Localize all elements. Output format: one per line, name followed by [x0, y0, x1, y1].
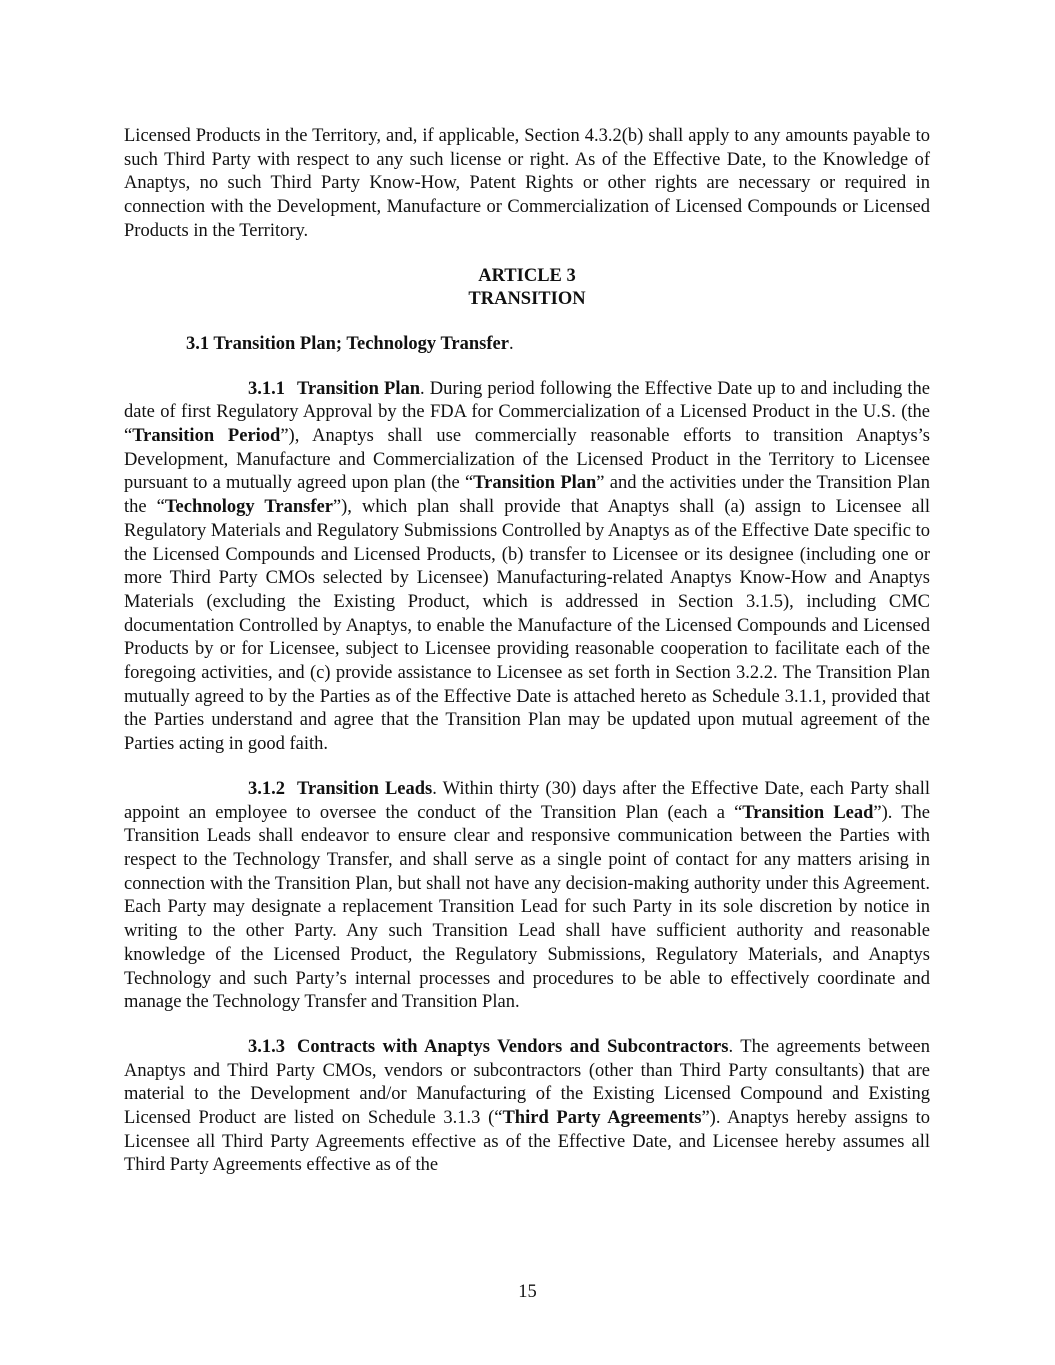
section-3-1-1: [124, 378, 930, 757]
section-3-1-2-number: 3.1.2: [248, 778, 285, 799]
defined-term-third-party-agreements: Third Party Agreements: [502, 1108, 702, 1129]
section-3-1-2-text-1: . Within thirty (30) days after the Effective Date, each Party shall appoint an employee to oversee the conduct of the Transition Plan (each a “: [124, 778, 930, 823]
document-page: [124, 125, 930, 1199]
section-3-1-3: [124, 1036, 930, 1178]
intro-paragraph: Licensed Products in the Territory, and, if applicable, Section 4.3.2(b) shall apply to any amounts payable to such Third Party with respect to any such license or right. As of the Effective Date, to the Knowledge of Anaptys, no such Third Party Know-How, Patent Rights or other rights are necessary or required in connection with the Development, Manufacture or Commercialization of Licensed Compounds or Licensed Products in the Territory.: [124, 126, 930, 241]
defined-term-technology-transfer: Technology Transfer: [164, 497, 333, 518]
section-3-1-3-number: 3.1.3: [248, 1036, 285, 1057]
defined-term-transition-plan: Transition Plan: [473, 473, 597, 494]
section-3-1-2-text-2: ”). The Transition Leads shall endeavor to ensure clear and responsive communication between the Parties with respect to the Technology Transfer, and shall serve as a single point of contact for any matters arising in connection with the Transition Plan, but shall not have any decision-making authority under this Agreement. Each Party may designate a replacement Transition Lead for such Party in its sole discretion by notice in writing to the other Party. Any such Transition Lead shall have sufficient authority and reasonable knowledge of the Licensed Product, the Regulatory Submissions, Regulatory Materials, and Anaptys Technology and such Party’s internal processes and procedures to be able to effectively coordinate and manage the Technology Transfer and Transition Plan.: [124, 802, 930, 1013]
defined-term-transition-period: Transition Period: [132, 426, 281, 447]
defined-term-transition-lead: Transition Lead: [742, 802, 874, 823]
article-title: TRANSITION: [468, 289, 586, 310]
section-3-1-period: .: [508, 333, 514, 354]
section-3-1-3-title: Contracts with Anaptys Vendors and Subcontractors: [297, 1036, 729, 1057]
section-3-1-1-text-2: ”), Anaptys shall use commercially reasonable efforts to transition Anaptys’s Development, Manufacture and Commercialization of the Licensed Product in the Territory to Licensee pursuant to a mutually agreed upon plan (the “: [124, 426, 930, 494]
section-3-1-2-title: Transition Leads: [297, 778, 433, 799]
article-heading: [124, 265, 930, 312]
section-3-1-title: 3.1 Transition Plan; Technology Transfer: [186, 333, 509, 354]
article-number: ARTICLE 3: [478, 265, 576, 286]
section-3-1-1-number: 3.1.1: [248, 378, 285, 399]
section-3-1-heading: [124, 333, 930, 357]
section-3-1-1-text-3: ” and the activities under the Transition Plan the “: [124, 473, 930, 518]
section-3-1-3-text-2: ”). Anaptys hereby assigns to Licensee all Third Party Agreements effective as of the Effective Date, and Licensee hereby assumes all Third Party Agreements effective as of the: [124, 1108, 931, 1176]
section-3-1-2: [124, 778, 930, 1015]
section-3-1-1-title: Transition Plan: [297, 378, 421, 399]
page-number: 15: [518, 1282, 537, 1302]
section-3-1-1-text-1: . During period following the Effective Date up to and including the date of first Regulatory Approval by the FDA for Commercialization of a Licensed Product in the U.S. (the “: [124, 378, 931, 447]
section-3-1-3-text-1: . The agreements between Anaptys and Third Party CMOs, vendors or subcontractors (other than Third Party consultants) that are material to the Development and/or Manufacturing of the Existing Licensed Compound and Existing Licensed Product are listed on Schedule 3.1.3 (“: [124, 1036, 930, 1129]
section-3-1-1-text-4: ”), which plan shall provide that Anaptys shall (a) assign to Licensee all Regulatory Materials and Regulatory Submissions Controlled by Anaptys as of the Effective Date specific to the Licensed Compounds and Licensed Products, (b) transfer to Licensee or its designee (including one or more Third Party CMOs selected by Licensee) Manufacturing-related Anaptys Know-How and Anaptys Materials (excluding the Existing Product, which is addressed in Section 3.1.5), including CMC documentation Controlled by Anaptys, to enable the Manufacture of the Licensed Compounds and Licensed Products by or for Licensee, subject to Licensee providing reasonable cooperation to facilitate each of the foregoing activities, and (c) provide assistance to Licensee as set forth in Section 3.2.2. The Transition Plan mutually agreed to by the Parties as of the Effective Date is attached hereto as Schedule 3.1.1, provided that the Parties understand and agree that the Transition Plan may be updated upon mutual agreement of the Parties acting in good faith.: [124, 497, 931, 755]
